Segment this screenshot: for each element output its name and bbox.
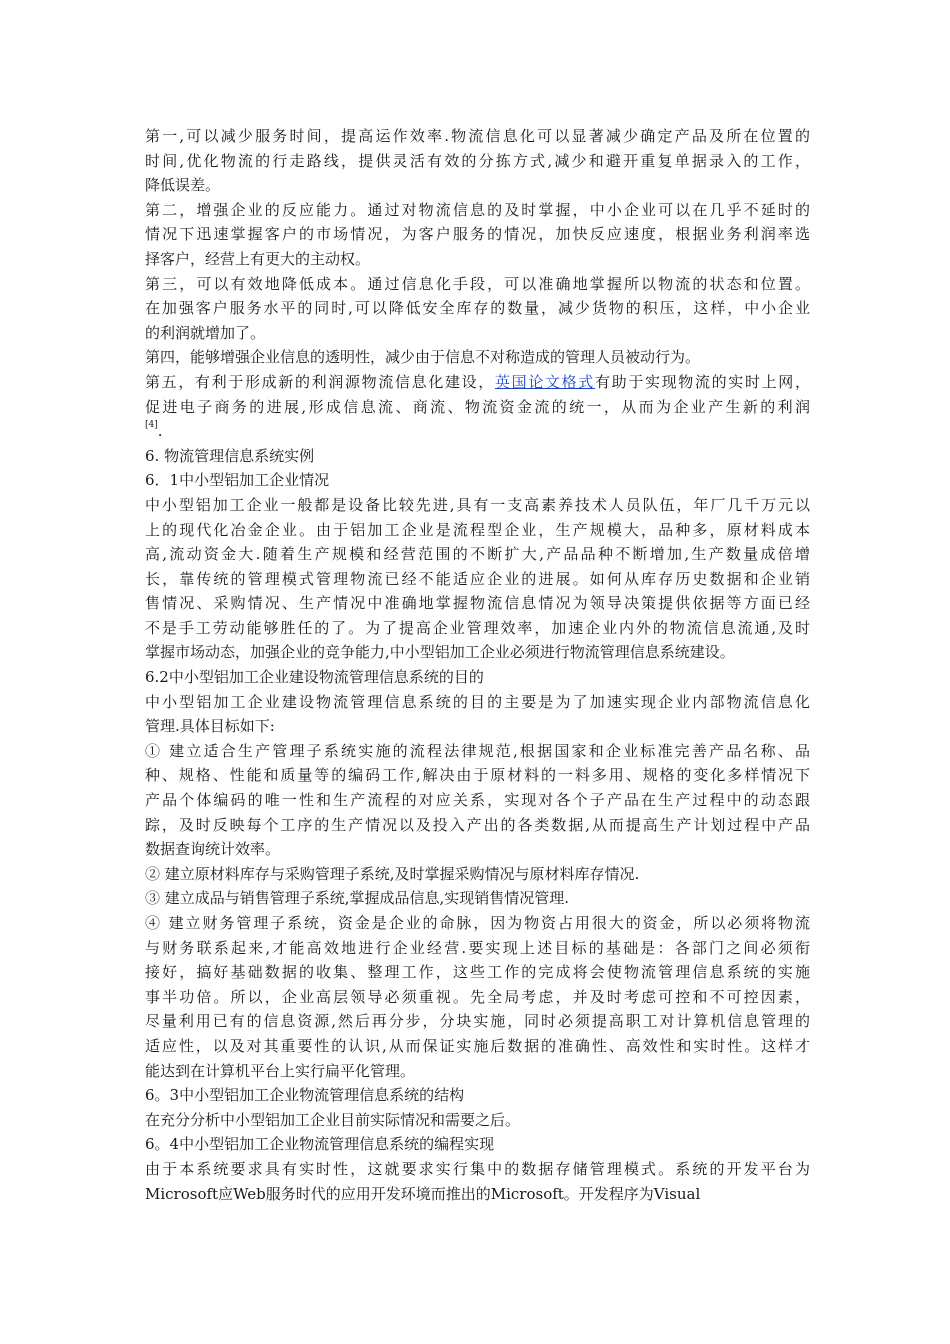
- text-line: 上的现代化冶金企业。由于铝加工企业是流程型企业，生产规模大，品种多，原材料成本: [145, 520, 810, 539]
- paragraph-6-3: 在充分分析中小型铝加工企业目前实际情况和需要之后。: [145, 1110, 521, 1129]
- list-item-1: [145, 739, 810, 862]
- text-line: 由于本系统要求具有实时性，这就要求实行集中的数据存储管理模式。系统的开发平台为: [145, 1159, 810, 1178]
- paragraph-fourth: [145, 345, 810, 370]
- text-line: 种、规格、性能和质量等的编码工作,解决由于原材料的一料多用、规格的变化多样情况下: [145, 766, 810, 785]
- text-line: 不是手工劳动能够胜任的了。为了提高企业管理效率，加速企业内外的物流信息流通,及时: [145, 618, 810, 637]
- text-line: 数据查询统计效率。: [145, 840, 281, 859]
- text-line: Microsoft应Web服务时代的应用开发环境而推出的Microsoft。开发程序为Visual: [145, 1184, 701, 1203]
- paragraph-second: [145, 198, 810, 272]
- text-line: 择客户，经营上有更大的主动权。: [145, 249, 371, 268]
- text-line: 时间,优化物流的行走路线，提供灵活有效的分拣方式,减少和避开重复单据录入的工作，: [145, 151, 810, 170]
- text-line: 中小型铝加工企业建设物流管理信息系统的目的主要是为了加速实现企业内部物流信息化: [145, 692, 810, 711]
- list-item-3: ③ 建立成品与销售管理子系统,掌握成品信息,实现销售情况管理.: [145, 889, 570, 908]
- list-item-2: ② 建立原材料库存与采购管理子系统,及时掌握采购情况与原材料库存情况.: [145, 864, 640, 883]
- text-line: 的利润就增加了。: [145, 323, 266, 342]
- text-line: 中小型铝加工企业一般都是设备比较先进,具有一支高素养技术人员队伍，年厂几千万元以: [145, 495, 810, 514]
- section-heading-6: 6. 物流管理信息系统实例: [145, 446, 315, 465]
- text-line: 情况下迅速掌握客户的市场情况，为客户服务的情况，加快反应速度，根据业务利润率选: [145, 225, 810, 244]
- document-body: [145, 124, 810, 1206]
- text-line: 事半功倍。所以，企业高层领导必须重视。先全局考虑，并及时考虑可控和不可控因素，: [145, 987, 810, 1006]
- text-line: ① 建立适合生产管理子系统实施的流程法律规范,根据国家和企业标准完善产品名称、品: [145, 741, 810, 760]
- text-line: 接好，搞好基础数据的收集、整理工作，这些工作的完成将会使物流管理信息系统的实施: [145, 963, 810, 982]
- text-line: 掌握市场动态，加强企业的竞争能力,中小型铝加工企业必须进行物流管理信息系统建设。: [145, 643, 735, 662]
- text-line: 第四，能够增强企业信息的透明性，减少由于信息不对称造成的管理人员被动行为。: [145, 348, 701, 367]
- section-heading-6-4: 6。4中小型铝加工企业物流管理信息系统的编程实现: [145, 1135, 495, 1154]
- section-heading-6-3: 6。3中小型铝加工企业物流管理信息系统的结构: [145, 1086, 465, 1105]
- text-line: 能达到在计算机平台上实行扁平化管理。: [145, 1061, 416, 1080]
- citation-reference: [4]: [145, 420, 158, 431]
- section-heading-6-2: 6.2中小型铝加工企业建设物流管理信息系统的目的: [145, 668, 484, 687]
- text-line: 第二，增强企业的反应能力。通过对物流信息的及时掌握，中小企业可以在几乎不延时的: [145, 200, 810, 219]
- text-line: 产品个体编码的唯一性和生产流程的对应关系，实现对各个子产品在生产过程中的动态跟: [145, 791, 810, 810]
- list-item-4: [145, 911, 810, 1083]
- text-line: 适应性，以及对其重要性的认识,从而保证实施后数据的准确性、高效性和实时性。这样才: [145, 1036, 810, 1055]
- text-line: 售情况、采购情况、生产情况中准确地掌握物流信息情况为领导决策提供依据等方面已经: [145, 594, 810, 613]
- uk-paper-format-link[interactable]: 英国论文格式: [494, 372, 595, 391]
- text-line: 管理.具体目标如下:: [145, 717, 275, 736]
- text-line-with-link: [145, 370, 810, 395]
- text-line: 踪，及时反映每个工序的生产情况以及投入产出的各类数据,从而提高生产计划过程中产品: [145, 815, 810, 834]
- paragraph-6-2: [145, 690, 810, 739]
- text-line: 降低误差。: [145, 176, 221, 195]
- text-line: [145, 419, 810, 444]
- paragraph-6-1: [145, 493, 810, 665]
- paragraph-fifth: [145, 370, 810, 444]
- text-line: 与财务联系起来,才能高效地进行企业经营.要实现上述目标的基础是：各部门之间必须衔: [145, 938, 810, 957]
- text-line: 尽量利用已有的信息资源,然后再分步，分块实施，同时必须提高职工对计算机信息管理的: [145, 1012, 810, 1031]
- text-line: 第一,可以减少服务时间，提高运作效率.物流信息化可以显著减少确定产品及所在位置的: [145, 127, 810, 145]
- text-line: 长，靠传统的管理模式管理物流已经不能适应企业的进展。如何从库存历史数据和企业销: [145, 569, 810, 588]
- text-segment: 有助于实现物流的实时上网，: [594, 372, 810, 391]
- text-segment: .: [157, 422, 163, 441]
- text-line: 第三，可以有效地降低成本。通过信息化手段，可以准确地掌握所以物流的状态和位置。: [145, 274, 810, 293]
- text-line: 促进电子商务的进展,形成信息流、商流、物流资金流的统一，从而为企业产生新的利润: [145, 397, 810, 416]
- paragraph-6-4: [145, 1157, 810, 1206]
- paragraph-first: [145, 124, 810, 198]
- text-line: 在加强客户服务水平的同时,可以降低安全库存的数量，减少货物的积压，这样，中小企业: [145, 299, 810, 318]
- section-heading-6-1: 6．1中小型铝加工企业情况: [145, 471, 330, 490]
- paragraph-third: [145, 272, 810, 346]
- text-segment: 第五，有利于形成新的利润源物流信息化建设，: [145, 372, 495, 391]
- text-line: 高,流动资金大.随着生产规模和经营范围的不断扩大,产品品种不断增加,生产数量成倍增: [145, 545, 810, 564]
- text-line: ④ 建立财务管理子系统，资金是企业的命脉，因为物资占用很大的资金，所以必须将物流: [145, 914, 810, 932]
